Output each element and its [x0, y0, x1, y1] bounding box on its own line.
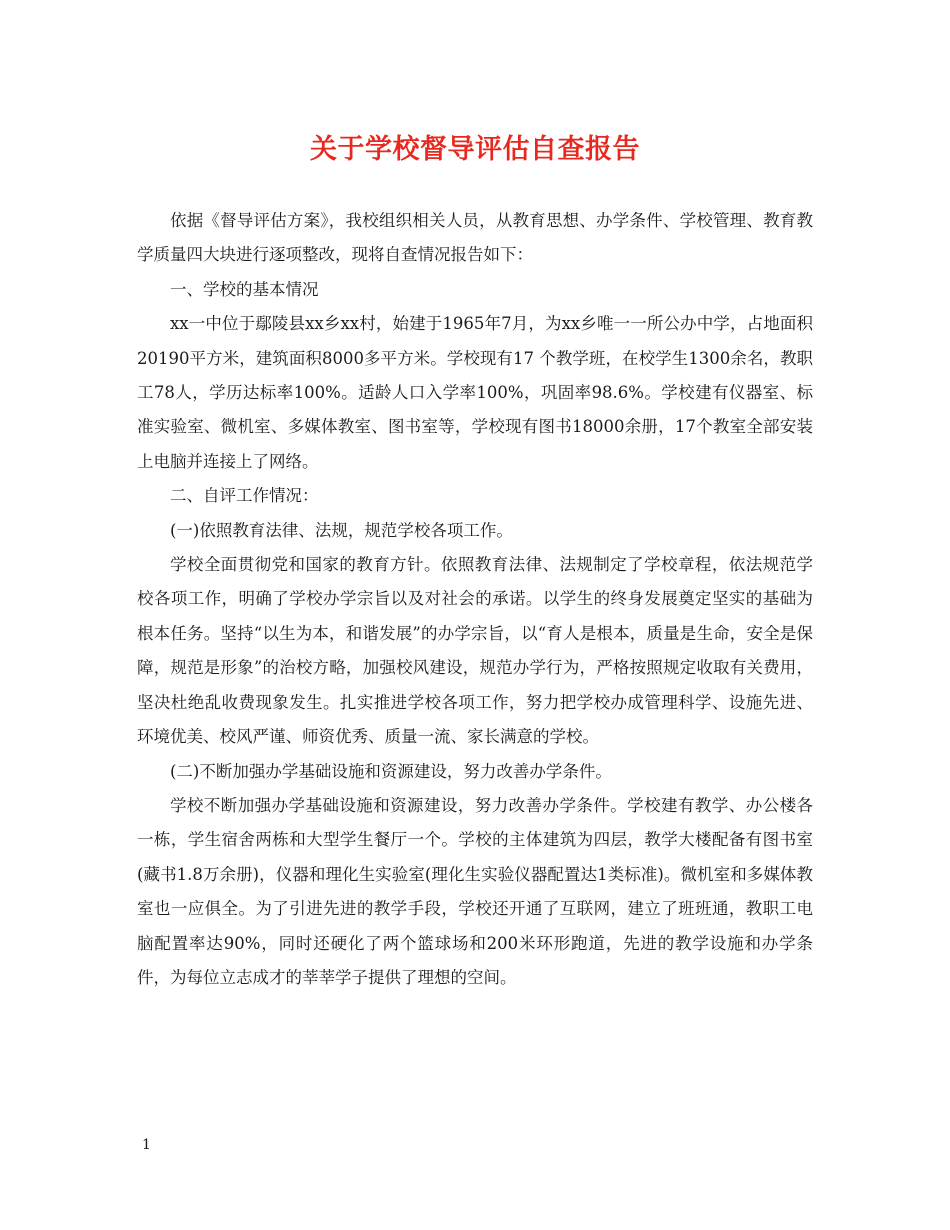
section-heading-self-evaluation: 二、自评工作情况：: [170, 486, 319, 506]
subheading-infrastructure: (二)不断加强办学基础设施和资源建设，努力改善办学条件。: [170, 761, 612, 781]
document-body: [137, 204, 813, 995]
section-heading-basic-info: 一、学校的基本情况: [170, 279, 319, 299]
page-number: 1: [142, 1137, 151, 1153]
document-title: 关于学校督导评估自查报告: [310, 134, 640, 165]
infrastructure-paragraph: 学校不断加强办学基础设施和资源建设，努力改善办学条件。学校建有教学、办公楼各一栋，学生宿舍两栋和大型学生餐厅一个。学校的主体建筑为四层，教学大楼配备有图书室(藏书1.8万余册)，仪器和理化生实验室(理化生实验仪器配置达1类标准)。微机室和多媒体教室也一应俱全。为了引进先进的教学手段，学校还开通了互联网，建立了班班通，教职工电脑配置率达90%，同时还硬化了两个篮球场和200米环形跑道，先进的教学设施和办学条件，为每位立志成才的莘莘学子提供了理想的空间。: [137, 795, 813, 987]
intro-paragraph: 依据《督导评估方案》，我校组织相关人员，从教育思想、办学条件、学校管理、教育教学质量四大块进行逐项整改，现将自查情况报告如下：: [137, 211, 813, 265]
subheading-legal-compliance: (一)依照教育法律、法规，规范学校各项工作。: [170, 520, 513, 540]
basic-info-paragraph: xx一中位于鄢陵县xx乡xx村，始建于1965年7月，为xx乡唯一一所公办中学，占地面积20190平方米，建筑面积8000多平方米。学校现有17 个教学班，在校学生1300余名，教职工78人，学历达标率100%。适龄人口入学率100%，巩固率98.6%。学校建有仪器室、标准实验室、微机室、多媒体教室、图书室等，学校现有图书18000余册，17个教室全部安装上电脑并连接上了网络。: [137, 314, 813, 471]
legal-compliance-paragraph: 学校全面贯彻党和国家的教育方针。依照教育法律、法规制定了学校章程，依法规范学校各项工作，明确了学校办学宗旨以及对社会的承诺。以学生的终身发展奠定坚实的基础为根本任务。坚持“以生为本，和谐发展”的办学宗旨，以“育人是根本，质量是生命，安全是保障，规范是形象”的治校方略，加强校风建设，规范办学行为，严格按照规定收取有关费用，坚决杜绝乱收费现象发生。扎实推进学校各项工作，努力把学校办成管理科学、设施先进、环境优美、校风严谨、师资优秀、质量一流、家长满意的学校。: [137, 555, 813, 747]
